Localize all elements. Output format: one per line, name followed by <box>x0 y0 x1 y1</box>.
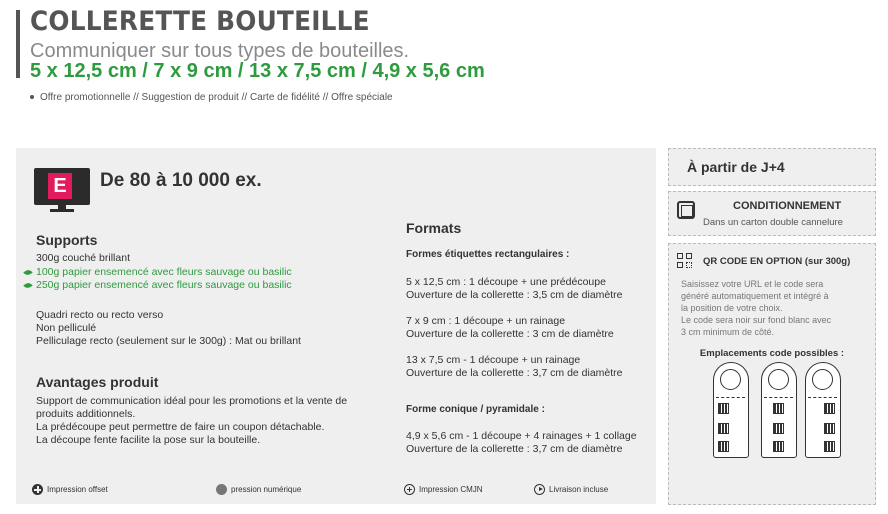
perforation-line <box>764 397 793 398</box>
delivery-delay: À partir de J+4 <box>687 159 785 175</box>
qr-title: QR CODE EN OPTION (sur 300g) <box>703 256 851 267</box>
lamination-none: Non pelliculé <box>36 322 97 334</box>
supports-heading: Supports <box>36 232 98 248</box>
qr-position-icon <box>824 441 835 452</box>
support-paper-100g-label: 100g papier ensemencé avec fleurs sauvage ou basilic <box>36 266 292 278</box>
feature-numeric <box>216 484 301 495</box>
box-icon <box>677 201 695 219</box>
collar-diagram-2 <box>761 362 797 458</box>
formats-heading: Formats <box>406 220 462 236</box>
header-accent-bar <box>16 10 20 78</box>
format-1-opening: Ouverture de la collerette : 3,5 cm de diamètre <box>406 289 623 301</box>
size-list: 5 x 12,5 cm / 7 x 9 cm / 13 x 7,5 cm / 4,9 x 5,6 cm <box>30 60 485 82</box>
qr-position-icon <box>824 403 835 414</box>
leaf-icon <box>23 268 32 276</box>
collar-diagram-3 <box>805 362 841 458</box>
format-2-opening: Ouverture de la collerette : 3 cm de diamètre <box>406 328 614 340</box>
qr-position-icon <box>773 423 784 434</box>
packaging-text: Dans un carton double cannelure <box>703 217 843 228</box>
delivery-icon <box>534 484 545 495</box>
feature-delivery <box>534 484 608 495</box>
use-cases <box>30 92 393 103</box>
offset-icon <box>32 484 43 495</box>
page-subtitle: Communiquer sur tous types de bouteilles. <box>30 40 410 62</box>
collar-hole <box>768 369 789 390</box>
leaf-icon <box>23 281 32 289</box>
feature-cmjn <box>404 484 483 495</box>
qr-position-icon <box>718 423 729 434</box>
placements-title: Emplacements code possibles : <box>699 348 845 359</box>
qr-line-3: la position de votre choix. <box>681 303 783 313</box>
print-letter-badge: E <box>48 173 72 199</box>
qr-position-icon <box>718 403 729 414</box>
digital-print-icon <box>216 484 227 495</box>
support-paper-100g <box>24 266 292 279</box>
support-paper-250g-label: 250g papier ensemencé avec fleurs sauvage ou basilic <box>36 279 292 291</box>
collar-diagram-1 <box>713 362 749 458</box>
feature-cmjn-label: Impression CMJN <box>419 485 483 494</box>
perforation-line <box>716 397 745 398</box>
qr-line-4: Le code sera noir sur fond blanc avec <box>681 315 832 325</box>
format-4-opening: Ouverture de la collerette : 3,7 cm de diamètre <box>406 443 623 455</box>
delivery-delay-box <box>668 148 876 186</box>
advantage-line-2: produits additionnels. <box>36 408 136 420</box>
qr-position-icon <box>718 441 729 452</box>
packaging-title: CONDITIONNEMENT <box>733 200 842 212</box>
qr-position-icon <box>773 403 784 414</box>
qr-position-icon <box>824 423 835 434</box>
format-1-cut: 5 x 12,5 cm : 1 découpe + une prédécoupe <box>406 276 606 288</box>
qr-description <box>681 278 831 338</box>
feature-offset <box>32 484 108 495</box>
monitor-base <box>50 209 74 212</box>
advantage-line-4: La découpe fente facilite la pose sur la bouteille. <box>36 434 261 446</box>
qr-line-1: Saisissez votre URL et le code sera <box>681 279 824 289</box>
format-2-cut: 7 x 9 cm : 1 découpe + un rainage <box>406 315 566 327</box>
page-title: COLLERETTE BOUTEILLE <box>30 6 370 37</box>
support-paper-250g <box>24 279 292 292</box>
support-paper-300g: 300g couché brillant <box>36 252 130 264</box>
rect-formats-heading: Formes étiquettes rectangulaires : <box>406 249 570 260</box>
packaging-box <box>668 191 876 236</box>
advantages-heading: Avantages produit <box>36 374 159 390</box>
advantage-line-3: La prédécoupe peut permettre de faire un coupon détachable. <box>36 421 325 433</box>
advantage-line-1: Support de communication idéal pour les promotions et la vente de <box>36 395 348 407</box>
qr-line-2: généré automatiquement et intégré à <box>681 291 829 301</box>
bullet-icon <box>30 95 34 99</box>
lamination-recto: Pelliculage recto (seulement sur le 300g) : Mat ou brillant <box>36 335 301 347</box>
quantity-range: De 80 à 10 000 ex. <box>100 170 262 191</box>
conic-formats-heading: Forme conique / pyramidale : <box>406 404 545 415</box>
perforation-line <box>808 397 837 398</box>
format-3-opening: Ouverture de la collerette : 3,7 cm de diamètre <box>406 367 623 379</box>
collar-hole <box>812 369 833 390</box>
print-sides: Quadri recto ou recto verso <box>36 309 164 321</box>
format-4-cut: 4,9 x 5,6 cm - 1 découpe + 4 rainages + 1 collage <box>406 430 637 442</box>
feature-offset-label: Impression offset <box>47 485 108 494</box>
feature-delivery-label: Livraison incluse <box>549 485 609 494</box>
collar-hole <box>720 369 741 390</box>
qr-code-icon <box>677 253 693 269</box>
qr-option-box <box>668 243 876 505</box>
use-cases-text: Offre promotionnelle // Suggestion de produit // Carte de fidélité // Offre spéciale <box>40 92 393 103</box>
cmjn-icon <box>404 484 415 495</box>
format-3-cut: 13 x 7,5 cm - 1 découpe + un rainage <box>406 354 581 366</box>
feature-numeric-label: pression numérique <box>231 485 302 494</box>
qr-position-icon <box>773 441 784 452</box>
product-details-panel <box>16 148 656 504</box>
qr-line-5: 3 cm minimum de côté. <box>681 327 775 337</box>
print-method-icon <box>34 168 90 212</box>
